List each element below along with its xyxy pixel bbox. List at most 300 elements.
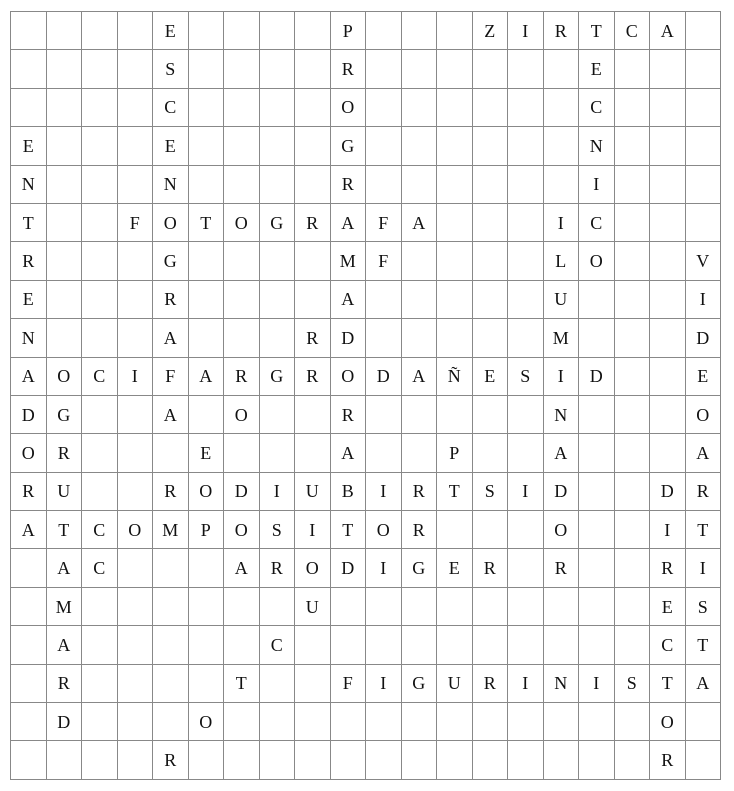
- grid-cell: [366, 281, 402, 319]
- grid-cell: N: [579, 127, 615, 165]
- grid-cell: [118, 50, 154, 88]
- grid-cell: N: [544, 665, 580, 703]
- grid-cell: [615, 626, 651, 664]
- grid-cell: F: [366, 242, 402, 280]
- grid-cell: [579, 281, 615, 319]
- grid-cell: F: [331, 665, 367, 703]
- grid-cell: F: [366, 204, 402, 242]
- grid-cell: [295, 626, 331, 664]
- grid-cell: [224, 626, 260, 664]
- grid-cell: T: [686, 626, 722, 664]
- grid-cell: M: [331, 242, 367, 280]
- grid-cell: [189, 281, 225, 319]
- grid-cell: [189, 549, 225, 587]
- grid-cell: [260, 12, 296, 50]
- grid-cell: I: [686, 549, 722, 587]
- grid-cell: [260, 319, 296, 357]
- grid-cell: E: [153, 127, 189, 165]
- grid-cell: E: [686, 358, 722, 396]
- grid-cell: [118, 281, 154, 319]
- grid-cell: [11, 549, 47, 587]
- grid-cell: [366, 50, 402, 88]
- grid-cell: I: [260, 473, 296, 511]
- grid-cell: R: [650, 549, 686, 587]
- grid-cell: [260, 434, 296, 472]
- grid-cell: A: [153, 319, 189, 357]
- grid-cell: [47, 12, 83, 50]
- grid-cell: [189, 50, 225, 88]
- grid-cell: B: [331, 473, 367, 511]
- grid-cell: [11, 626, 47, 664]
- grid-cell: [189, 89, 225, 127]
- grid-cell: [437, 703, 473, 741]
- grid-cell: C: [579, 89, 615, 127]
- grid-cell: [366, 434, 402, 472]
- grid-cell: [295, 50, 331, 88]
- grid-cell: I: [366, 549, 402, 587]
- grid-cell: G: [47, 396, 83, 434]
- grid-cell: [82, 50, 118, 88]
- grid-cell: T: [189, 204, 225, 242]
- grid-cell: [82, 626, 118, 664]
- grid-cell: [189, 588, 225, 626]
- grid-cell: M: [153, 511, 189, 549]
- grid-cell: [544, 626, 580, 664]
- grid-cell: [224, 588, 260, 626]
- grid-cell: [473, 626, 509, 664]
- grid-cell: [224, 12, 260, 50]
- grid-cell: [437, 12, 473, 50]
- grid-cell: [224, 89, 260, 127]
- grid-cell: G: [402, 665, 438, 703]
- grid-cell: G: [260, 204, 296, 242]
- grid-cell: [366, 89, 402, 127]
- grid-cell: [224, 50, 260, 88]
- grid-cell: C: [82, 511, 118, 549]
- grid-cell: [260, 396, 296, 434]
- grid-cell: [650, 204, 686, 242]
- grid-cell: [508, 281, 544, 319]
- grid-cell: U: [295, 588, 331, 626]
- grid-cell: [579, 473, 615, 511]
- grid-cell: Z: [473, 12, 509, 50]
- grid-cell: [224, 434, 260, 472]
- grid-cell: [650, 127, 686, 165]
- grid-cell: A: [11, 511, 47, 549]
- grid-cell: [82, 242, 118, 280]
- grid-cell: [615, 511, 651, 549]
- grid-cell: T: [686, 511, 722, 549]
- grid-cell: I: [544, 204, 580, 242]
- grid-cell: N: [11, 319, 47, 357]
- grid-cell: [615, 50, 651, 88]
- grid-cell: O: [295, 549, 331, 587]
- grid-cell: [473, 434, 509, 472]
- grid-cell: [189, 127, 225, 165]
- grid-cell: T: [224, 665, 260, 703]
- grid-cell: [437, 242, 473, 280]
- grid-cell: [189, 665, 225, 703]
- grid-cell: O: [650, 703, 686, 741]
- grid-cell: [82, 588, 118, 626]
- grid-cell: [118, 626, 154, 664]
- grid-cell: [579, 511, 615, 549]
- grid-cell: [508, 242, 544, 280]
- grid-cell: [118, 89, 154, 127]
- grid-cell: [402, 588, 438, 626]
- grid-cell: [686, 741, 722, 779]
- grid-cell: [402, 434, 438, 472]
- grid-cell: [437, 741, 473, 779]
- grid-cell: S: [153, 50, 189, 88]
- grid-cell: T: [437, 473, 473, 511]
- grid-cell: A: [153, 396, 189, 434]
- grid-cell: [82, 166, 118, 204]
- grid-cell: [331, 588, 367, 626]
- grid-cell: P: [331, 12, 367, 50]
- grid-cell: T: [579, 12, 615, 50]
- grid-cell: [473, 588, 509, 626]
- grid-cell: [402, 281, 438, 319]
- grid-cell: I: [118, 358, 154, 396]
- grid-cell: [189, 166, 225, 204]
- grid-cell: R: [47, 665, 83, 703]
- grid-cell: I: [650, 511, 686, 549]
- grid-cell: [331, 741, 367, 779]
- grid-cell: [11, 741, 47, 779]
- grid-cell: [650, 50, 686, 88]
- grid-cell: [686, 50, 722, 88]
- grid-cell: [47, 741, 83, 779]
- grid-cell: R: [295, 204, 331, 242]
- grid-cell: O: [686, 396, 722, 434]
- grid-cell: [437, 127, 473, 165]
- grid-cell: [650, 242, 686, 280]
- grid-cell: [260, 89, 296, 127]
- grid-cell: [118, 665, 154, 703]
- grid-cell: [82, 665, 118, 703]
- grid-cell: S: [686, 588, 722, 626]
- grid-cell: [295, 741, 331, 779]
- grid-cell: [224, 242, 260, 280]
- grid-cell: A: [189, 358, 225, 396]
- grid-cell: [295, 703, 331, 741]
- grid-cell: [473, 50, 509, 88]
- grid-cell: [544, 588, 580, 626]
- grid-cell: [402, 127, 438, 165]
- grid-cell: [118, 703, 154, 741]
- grid-cell: [118, 242, 154, 280]
- grid-cell: L: [544, 242, 580, 280]
- grid-cell: [366, 703, 402, 741]
- grid-cell: [295, 281, 331, 319]
- grid-cell: [508, 588, 544, 626]
- grid-cell: [295, 166, 331, 204]
- grid-cell: D: [47, 703, 83, 741]
- grid-cell: [579, 396, 615, 434]
- grid-cell: C: [260, 626, 296, 664]
- grid-cell: P: [189, 511, 225, 549]
- grid-cell: [437, 281, 473, 319]
- grid-cell: O: [47, 358, 83, 396]
- grid-cell: [118, 396, 154, 434]
- grid-cell: [508, 511, 544, 549]
- grid-cell: [189, 12, 225, 50]
- grid-cell: C: [82, 549, 118, 587]
- grid-cell: [11, 89, 47, 127]
- grid-cell: [473, 319, 509, 357]
- grid-cell: R: [473, 665, 509, 703]
- grid-cell: [615, 166, 651, 204]
- grid-cell: D: [650, 473, 686, 511]
- grid-cell: [544, 741, 580, 779]
- grid-cell: [508, 626, 544, 664]
- grid-cell: [473, 703, 509, 741]
- grid-cell: [615, 319, 651, 357]
- grid-cell: [473, 511, 509, 549]
- grid-cell: [11, 665, 47, 703]
- grid-cell: S: [260, 511, 296, 549]
- grid-cell: [153, 588, 189, 626]
- grid-cell: E: [11, 127, 47, 165]
- grid-cell: [650, 319, 686, 357]
- grid-cell: S: [508, 358, 544, 396]
- grid-cell: [295, 12, 331, 50]
- grid-cell: [224, 703, 260, 741]
- grid-cell: U: [437, 665, 473, 703]
- grid-cell: A: [686, 665, 722, 703]
- grid-cell: [153, 626, 189, 664]
- grid-cell: A: [47, 626, 83, 664]
- grid-cell: O: [579, 242, 615, 280]
- grid-cell: C: [579, 204, 615, 242]
- grid-cell: O: [224, 511, 260, 549]
- grid-cell: [366, 396, 402, 434]
- grid-cell: R: [224, 358, 260, 396]
- grid-cell: O: [118, 511, 154, 549]
- grid-cell: [437, 396, 473, 434]
- grid-cell: [82, 89, 118, 127]
- grid-cell: [118, 12, 154, 50]
- grid-cell: [295, 89, 331, 127]
- grid-cell: [260, 665, 296, 703]
- grid-cell: [437, 89, 473, 127]
- grid-cell: [118, 434, 154, 472]
- grid-cell: [402, 242, 438, 280]
- grid-cell: G: [260, 358, 296, 396]
- grid-cell: [437, 319, 473, 357]
- grid-cell: [47, 242, 83, 280]
- grid-cell: [508, 319, 544, 357]
- grid-cell: R: [295, 319, 331, 357]
- grid-cell: [579, 741, 615, 779]
- grid-cell: [260, 741, 296, 779]
- grid-cell: [579, 434, 615, 472]
- grid-cell: R: [153, 281, 189, 319]
- grid-cell: [508, 741, 544, 779]
- grid-cell: [331, 703, 367, 741]
- grid-cell: [544, 50, 580, 88]
- grid-cell: [118, 166, 154, 204]
- grid-cell: [686, 703, 722, 741]
- grid-cell: I: [508, 473, 544, 511]
- grid-cell: [189, 319, 225, 357]
- grid-cell: [615, 473, 651, 511]
- grid-cell: E: [189, 434, 225, 472]
- grid-cell: [579, 703, 615, 741]
- grid-cell: A: [650, 12, 686, 50]
- grid-cell: [366, 319, 402, 357]
- grid-cell: [11, 12, 47, 50]
- grid-cell: [579, 549, 615, 587]
- grid-cell: M: [544, 319, 580, 357]
- grid-cell: [153, 665, 189, 703]
- grid-cell: [82, 204, 118, 242]
- grid-cell: [473, 204, 509, 242]
- grid-cell: [615, 127, 651, 165]
- grid-cell: [47, 89, 83, 127]
- grid-cell: O: [189, 473, 225, 511]
- grid-cell: [508, 703, 544, 741]
- grid-cell: [437, 50, 473, 88]
- grid-cell: P: [437, 434, 473, 472]
- grid-cell: [82, 396, 118, 434]
- grid-cell: O: [331, 358, 367, 396]
- grid-cell: [118, 473, 154, 511]
- grid-cell: O: [224, 396, 260, 434]
- grid-cell: [544, 166, 580, 204]
- grid-cell: F: [153, 358, 189, 396]
- grid-cell: T: [331, 511, 367, 549]
- grid-cell: I: [508, 12, 544, 50]
- grid-cell: [402, 626, 438, 664]
- grid-cell: S: [615, 665, 651, 703]
- grid-cell: R: [11, 473, 47, 511]
- grid-cell: R: [402, 511, 438, 549]
- grid-cell: O: [224, 204, 260, 242]
- grid-cell: R: [686, 473, 722, 511]
- grid-cell: A: [224, 549, 260, 587]
- grid-cell: E: [579, 50, 615, 88]
- grid-cell: [615, 396, 651, 434]
- grid-cell: [295, 665, 331, 703]
- grid-cell: [118, 319, 154, 357]
- grid-cell: [331, 626, 367, 664]
- grid-cell: [11, 588, 47, 626]
- grid-cell: R: [260, 549, 296, 587]
- grid-cell: [366, 12, 402, 50]
- grid-cell: O: [366, 511, 402, 549]
- grid-cell: [47, 166, 83, 204]
- grid-cell: A: [331, 434, 367, 472]
- grid-cell: [402, 12, 438, 50]
- grid-cell: [615, 703, 651, 741]
- grid-cell: [686, 89, 722, 127]
- grid-cell: D: [11, 396, 47, 434]
- grid-cell: D: [544, 473, 580, 511]
- grid-cell: F: [118, 204, 154, 242]
- grid-cell: [508, 127, 544, 165]
- grid-cell: [47, 127, 83, 165]
- grid-cell: [615, 549, 651, 587]
- grid-cell: [615, 588, 651, 626]
- grid-cell: [473, 741, 509, 779]
- grid-cell: R: [544, 549, 580, 587]
- grid-cell: [82, 281, 118, 319]
- grid-cell: [473, 281, 509, 319]
- grid-cell: [153, 549, 189, 587]
- grid-cell: E: [650, 588, 686, 626]
- grid-cell: [402, 741, 438, 779]
- grid-cell: [508, 166, 544, 204]
- grid-cell: [47, 50, 83, 88]
- grid-cell: [189, 626, 225, 664]
- grid-cell: [402, 319, 438, 357]
- grid-cell: [615, 242, 651, 280]
- grid-cell: E: [153, 12, 189, 50]
- grid-cell: A: [11, 358, 47, 396]
- grid-cell: [189, 242, 225, 280]
- grid-cell: E: [473, 358, 509, 396]
- grid-cell: [295, 127, 331, 165]
- grid-cell: D: [366, 358, 402, 396]
- grid-cell: [437, 204, 473, 242]
- grid-cell: E: [437, 549, 473, 587]
- grid-cell: [224, 166, 260, 204]
- grid-cell: [650, 358, 686, 396]
- grid-cell: Ñ: [437, 358, 473, 396]
- grid-cell: R: [402, 473, 438, 511]
- grid-cell: [366, 741, 402, 779]
- grid-cell: [402, 396, 438, 434]
- grid-cell: R: [47, 434, 83, 472]
- grid-cell: [224, 127, 260, 165]
- grid-cell: [366, 127, 402, 165]
- grid-cell: [402, 50, 438, 88]
- grid-cell: U: [544, 281, 580, 319]
- grid-cell: I: [579, 665, 615, 703]
- grid-cell: R: [153, 473, 189, 511]
- grid-cell: [189, 741, 225, 779]
- grid-cell: [153, 703, 189, 741]
- grid-cell: I: [544, 358, 580, 396]
- grid-cell: [260, 242, 296, 280]
- grid-cell: [47, 204, 83, 242]
- grid-cell: [650, 434, 686, 472]
- grid-cell: [508, 50, 544, 88]
- grid-cell: I: [366, 665, 402, 703]
- grid-cell: D: [331, 319, 367, 357]
- grid-cell: A: [331, 281, 367, 319]
- grid-cell: N: [153, 166, 189, 204]
- grid-cell: [508, 89, 544, 127]
- grid-cell: I: [579, 166, 615, 204]
- crossword-grid: [10, 11, 721, 780]
- grid-cell: G: [153, 242, 189, 280]
- grid-cell: [650, 89, 686, 127]
- grid-cell: [508, 434, 544, 472]
- grid-cell: R: [650, 741, 686, 779]
- grid-cell: R: [295, 358, 331, 396]
- grid-cell: [402, 89, 438, 127]
- grid-cell: [295, 242, 331, 280]
- grid-cell: R: [153, 741, 189, 779]
- grid-cell: [650, 281, 686, 319]
- grid-cell: [615, 434, 651, 472]
- grid-cell: T: [11, 204, 47, 242]
- grid-cell: G: [331, 127, 367, 165]
- grid-cell: [615, 281, 651, 319]
